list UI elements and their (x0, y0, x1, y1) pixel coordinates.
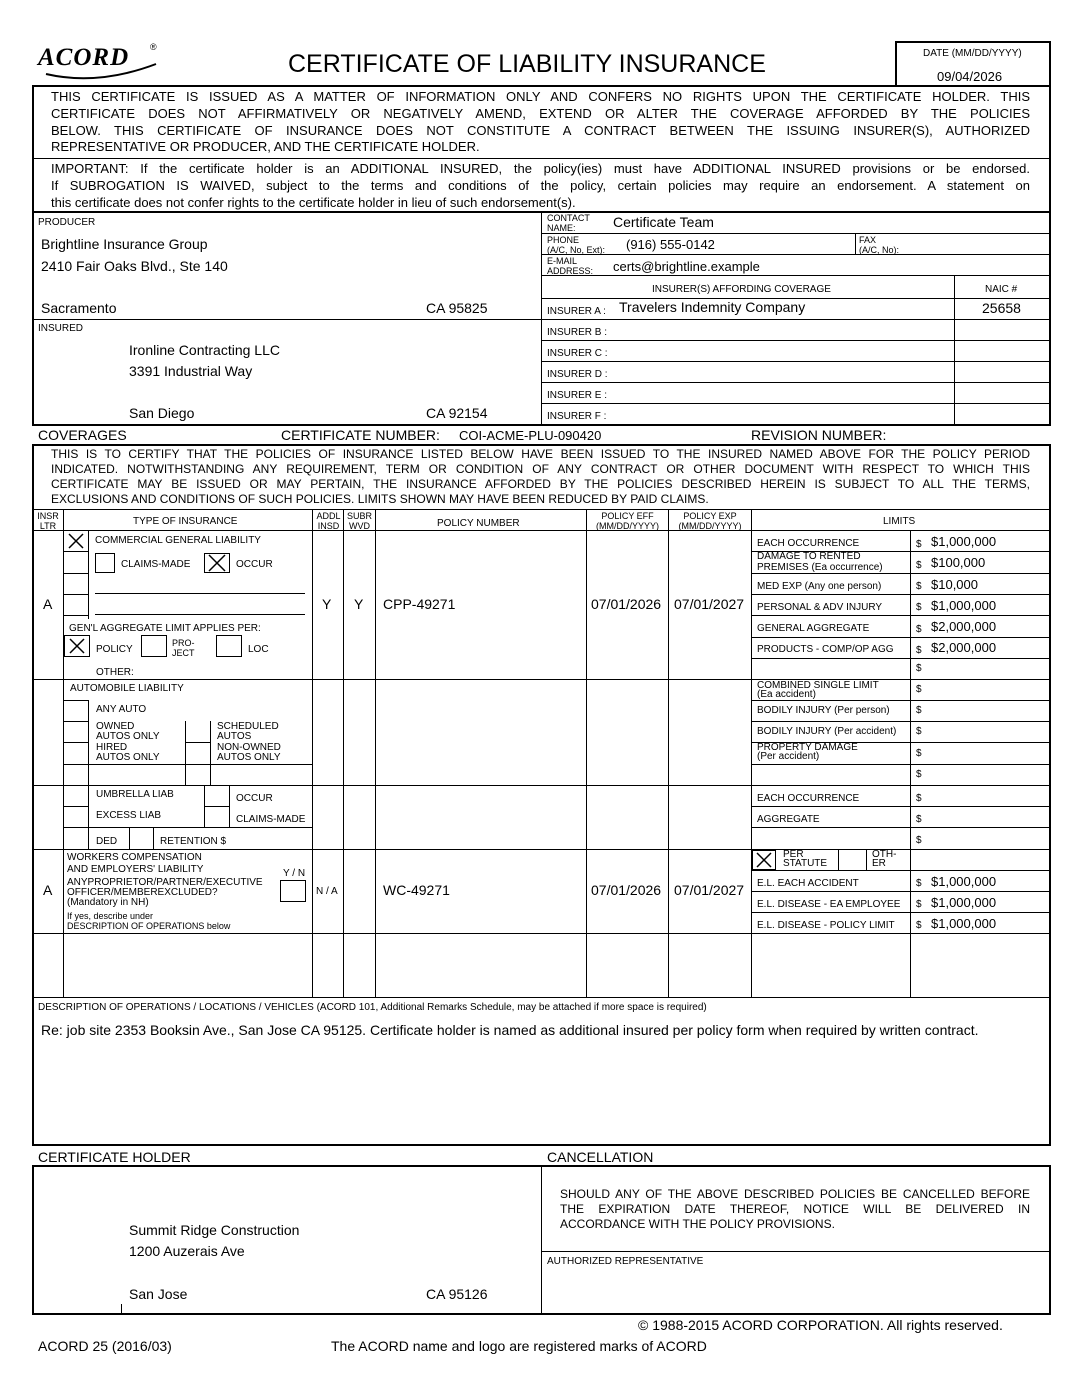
notice-line-3: BELOW. THIS CERTIFICATE OF INSURANCE DOES NOT CONSTITUTE A CONTRACT BETWEEN THE ISSUING INSURER(S), AUTHORIZED (51, 123, 1030, 138)
insured-label: INSURED (38, 323, 84, 334)
registered-mark-icon: ® (150, 42, 157, 52)
logo-swoosh-icon (38, 42, 163, 82)
gl-limit-label-med-exp: MED EXP (Any one person) (757, 581, 882, 592)
revision-number-label: REVISION NUMBER: (751, 427, 887, 443)
wc-limit-ea-employee: E.L. DISEASE - EA EMPLOYEE (757, 899, 901, 910)
insurer-a-label: INSURER A : (547, 306, 606, 317)
wc-limit-value-policy-limit: $1,000,000 (931, 916, 997, 931)
auto-limit-property: PROPERTY DAMAGE (Per accident) (757, 742, 858, 762)
auto-dollar-1: $ (916, 684, 922, 695)
gl-limit-value-med-exp: $10,000 (931, 577, 978, 592)
owned-autos-label: OWNED AUTOS ONLY (96, 721, 160, 742)
umb-dollar-2: $ (916, 814, 922, 825)
agg-other-label: OTHER: (96, 667, 134, 678)
wc-yn-label: Y / N (283, 868, 306, 879)
per-statute-check-icon (755, 851, 773, 869)
naic-label: NAIC # (985, 284, 1018, 295)
gl-policy-number: CPP-49271 (383, 596, 456, 612)
date-box (895, 41, 1051, 87)
cert-number-label: CERTIFICATE NUMBER: (281, 427, 440, 443)
logo-text: ACORD (38, 44, 130, 71)
email-value: certs@brightline.example (613, 259, 760, 274)
insurer-c-label: INSURER C : (547, 348, 608, 359)
insured-name: Ironline Contracting LLC (129, 342, 280, 358)
auto-dollar-2: $ (916, 705, 922, 716)
important-line-2: If SUBROGATION IS WAIVED, subject to the terms and conditions of the policy, certain policies may require an endorsement. A statement on (51, 178, 1030, 193)
certify-line-4: EXCLUSIONS AND CONDITIONS OF SUCH POLICIES. LIMITS SHOWN MAY HAVE BEEN REDUCED BY PAID CLAIMS. (51, 492, 709, 506)
notice-line-1: THIS CERTIFICATE IS ISSUED AS A MATTER OF INFORMATION ONLY AND CONFERS NO RIGHTS UPON THE CERTIFICATE HOLDER. THIS (51, 89, 1030, 104)
cancellation-line-2: THE EXPIRATION DATE THEREOF, NOTICE WILL BE DELIVERED IN (560, 1202, 1030, 1216)
auto-limit-bi-accident: BODILY INJURY (Per accident) (757, 726, 897, 737)
phone-value: (916) 555-0142 (626, 237, 715, 252)
date-value: 09/04/2026 (937, 69, 1003, 84)
type-header: TYPE OF INSURANCE (133, 516, 238, 527)
subr-header: SUBR WVD (346, 511, 372, 531)
gl-limit-value-general-aggregate: $2,000,000 (931, 619, 997, 634)
contact-label: CONTACT NAME: (547, 213, 590, 233)
certificate-holder-label: CERTIFICATE HOLDER (38, 1149, 191, 1165)
insurer-f-label: INSURER F : (547, 411, 607, 422)
coverages-label: COVERAGES (38, 427, 127, 443)
excess-label: EXCESS LIAB (96, 810, 162, 821)
wc-insr-ltr: A (43, 882, 53, 898)
insurer-e-label: INSURER E : (547, 390, 608, 401)
notice-line-4: REPRESENTATIVE OR PRODUCER, AND THE CERTIFICATE HOLDER. (51, 139, 480, 154)
occur-check-icon (207, 553, 227, 573)
holder-city: San Jose (129, 1286, 188, 1302)
gl-limit-label-personal-adv: PERSONAL & ADV INJURY (757, 602, 883, 613)
gl-limit-value-each-occurrence: $1,000,000 (931, 534, 997, 549)
gl-limit-value-damage-rented: $100,000 (931, 555, 986, 570)
description-label: DESCRIPTION OF OPERATIONS / LOCATIONS / VEHICLES (ACORD 101, Additional Remarks Schedule, may be attached if more space is required) (38, 1002, 707, 1013)
certify-line-2: INDICATED. NOTWITHSTANDING ANY REQUIREMENT, TERM OR CONDITION OF ANY CONTRACT OR OTHER DOCUMENT WITH RESPECT TO WHICH THIS (51, 462, 1030, 476)
occur-label: OCCUR (236, 559, 273, 570)
gl-title: COMMERCIAL GENERAL LIABILITY (95, 535, 261, 546)
auto-limit-bi-person: BODILY INJURY (Per person) (757, 705, 890, 716)
claims-made-checkbox[interactable] (95, 553, 115, 573)
any-auto-label: ANY AUTO (96, 704, 147, 715)
insurer-b-label: INSURER B : (547, 327, 608, 338)
policy-number-header: POLICY NUMBER (437, 518, 520, 529)
producer-city: Sacramento (41, 300, 117, 316)
wc-dollar-1: $ (916, 878, 922, 889)
contact-name: Certificate Team (613, 214, 714, 230)
gl-check-icon (67, 532, 85, 550)
wc-addl-na: N / A (316, 886, 338, 897)
per-statute-label: PER STATUTE (783, 849, 828, 869)
copyright: © 1988-2015 ACORD CORPORATION. All rights reserved. (638, 1317, 1003, 1333)
wc-policy-exp: 07/01/2027 (674, 882, 745, 898)
insurers-header: INSURER(S) AFFORDING COVERAGE (652, 284, 831, 295)
auto-dollar-4: $ (916, 748, 922, 759)
wc-policy-eff: 07/01/2026 (591, 882, 662, 898)
retention-label: RETENTION $ (160, 836, 227, 847)
gl-policy-exp: 07/01/2027 (674, 596, 745, 612)
agg-loc-label: LOC (248, 644, 269, 655)
producer-state-zip: CA 95825 (426, 300, 488, 316)
wc-title: WORKERS COMPENSATION AND EMPLOYERS' LIABILITY (67, 852, 204, 875)
wc-limit-policy-limit: E.L. DISEASE - POLICY LIMIT (757, 920, 895, 931)
umb-dollar-3: $ (916, 835, 922, 846)
wc-dollar-3: $ (916, 920, 922, 931)
gl-dollar-1: $ (916, 539, 922, 550)
important-line-1: IMPORTANT: If the certificate holder is an ADDITIONAL INSURED, the policy(ies) must have ADDITIONAL INSURED provisions or be endorsed. (51, 161, 1030, 176)
umb-claims-made-label: CLAIMS-MADE (236, 814, 306, 825)
notice-line-2: CERTIFICATE DOES NOT AFFIRMATIVELY OR NEGATIVELY AMEND, EXTEND OR ALTER THE COVERAGE AFFORDED BY THE POLICIES (51, 106, 1030, 121)
gl-addl-insd: Y (322, 596, 332, 612)
scheduled-autos-label: SCHEDULED AUTOS (217, 721, 279, 742)
acord-logo (38, 42, 163, 82)
nonowned-autos-label: NON-OWNED AUTOS ONLY (217, 742, 281, 763)
holder-state-zip: CA 95126 (426, 1286, 488, 1302)
gl-subr-wvd: Y (354, 596, 364, 612)
agg-project-checkbox[interactable] (141, 635, 167, 657)
aggregate-applies-label: GEN'L AGGREGATE LIMIT APPLIES PER: (69, 623, 261, 634)
insr-ltr-header: INSR LTR (37, 511, 59, 531)
important-line-3: this certificate does not confer rights to the certificate holder in lieu of such endorsement(s). (51, 195, 576, 210)
policy-eff-header: POLICY EFF (MM/DD/YYYY) (596, 511, 659, 531)
addl-header: ADDL INSD (316, 511, 341, 531)
umbrella-label: UMBRELLA LIAB (96, 789, 174, 800)
producer-name: Brightline Insurance Group (41, 236, 208, 252)
agg-policy-check-icon (68, 637, 86, 655)
email-label: E-MAIL ADDRESS: (547, 256, 594, 276)
insurer-a-name: Travelers Indemnity Company (619, 299, 806, 315)
insured-state-zip: CA 92154 (426, 405, 488, 421)
cancellation-label: CANCELLATION (547, 1149, 654, 1165)
wc-describe-note: If yes, describe under DESCRIPTION OF OPERATIONS below (67, 911, 231, 931)
phone-label: PHONE (A/C, No, Ext): (547, 235, 606, 255)
gl-limit-label-general-aggregate: GENERAL AGGREGATE (757, 623, 870, 634)
wc-limit-value-ea-employee: $1,000,000 (931, 895, 997, 910)
umb-occur-label: OCCUR (236, 793, 273, 804)
gl-limit-label-products: PRODUCTS - COMP/OP AGG (757, 644, 894, 655)
producer-label: PRODUCER (38, 217, 96, 228)
umb-dollar-1: $ (916, 793, 922, 804)
wc-limit-value-each-accident: $1,000,000 (931, 874, 997, 889)
limits-header: LIMITS (883, 516, 916, 527)
description-text: Re: job site 2353 Booksin Ave., San Jose CA 95125. Certificate holder is named as additional insured per policy form when required by written contract. (41, 1022, 979, 1038)
wc-question: ANYPROPRIETOR/PARTNER/EXECUTIVE OFFICER/MEMBEREXCLUDED? (Mandatory in NH) (67, 877, 263, 908)
form-number: ACORD 25 (2016/03) (38, 1338, 172, 1354)
cancellation-line-1: SHOULD ANY OF THE ABOVE DESCRIBED POLICIES BE CANCELLED BEFORE (560, 1187, 1030, 1201)
authorized-rep-label: AUTHORIZED REPRESENTATIVE (547, 1256, 704, 1267)
auto-limit-combined: COMBINED SINGLE LIMIT (Ea accident) (757, 680, 879, 700)
page-title: CERTIFICATE OF LIABILITY INSURANCE (288, 50, 766, 78)
cert-number-value: COI-ACME-PLU-090420 (459, 428, 602, 443)
agg-project-label: PRO- JECT (172, 638, 195, 658)
claims-made-label: CLAIMS-MADE (121, 559, 191, 570)
date-label: DATE (MM/DD/YYYY) (923, 48, 1022, 59)
gl-dollar-6: $ (916, 645, 922, 656)
holder-address: 1200 Auzerais Ave (129, 1243, 245, 1259)
gl-limit-value-products: $2,000,000 (931, 640, 997, 655)
auto-title: AUTOMOBILE LIABILITY (70, 683, 184, 694)
wc-dollar-2: $ (916, 899, 922, 910)
other-er-label: OTH- ER (872, 849, 897, 869)
holder-name: Summit Ridge Construction (129, 1222, 300, 1238)
auto-dollar-3: $ (916, 726, 922, 737)
cancellation-line-3: ACCORDANCE WITH THE POLICY PROVISIONS. (560, 1217, 835, 1231)
trademark-notice: The ACORD name and logo are registered marks of ACORD (331, 1338, 707, 1354)
wc-excluded-checkbox[interactable] (280, 880, 306, 902)
gl-dollar-7: $ (916, 663, 922, 674)
fax-label: FAX (A/C, No): (859, 235, 900, 255)
wc-policy-number: WC-49271 (383, 882, 450, 898)
gl-limit-value-personal-adv: $1,000,000 (931, 598, 997, 613)
ded-label: DED (96, 836, 118, 847)
wc-limit-each-accident: E.L. EACH ACCIDENT (757, 878, 859, 889)
gl-policy-eff: 07/01/2026 (591, 596, 662, 612)
insured-city: San Diego (129, 405, 195, 421)
insurer-a-naic: 25658 (982, 300, 1021, 316)
umb-limit-aggregate: AGGREGATE (757, 814, 820, 825)
auto-dollar-5: $ (916, 769, 922, 780)
producer-address: 2410 Fair Oaks Blvd., Ste 140 (41, 258, 228, 274)
gl-dollar-3: $ (916, 581, 922, 592)
certify-line-1: THIS IS TO CERTIFY THAT THE POLICIES OF INSURANCE LISTED BELOW HAVE BEEN ISSUED TO THE INSURED NAMED ABOVE FOR THE POLICY PERIOD (51, 447, 1030, 461)
agg-loc-checkbox[interactable] (216, 635, 242, 657)
insurer-d-label: INSURER D : (547, 369, 608, 380)
gl-insr-ltr: A (43, 596, 53, 612)
hired-autos-label: HIRED AUTOS ONLY (96, 742, 160, 763)
gl-limit-label-each-occurrence: EACH OCCURRENCE (757, 538, 860, 549)
gl-dollar-4: $ (916, 602, 922, 613)
insured-address: 3391 Industrial Way (129, 363, 253, 379)
gl-limit-label-damage-rented: DAMAGE TO RENTED PREMISES (Ea occurrence) (757, 551, 883, 573)
policy-exp-header: POLICY EXP (MM/DD/YYYY) (678, 511, 742, 531)
agg-policy-label: POLICY (96, 644, 133, 655)
umb-limit-each-occurrence: EACH OCCURRENCE (757, 793, 860, 804)
certify-line-3: CERTIFICATE MAY BE ISSUED OR MAY PERTAIN, THE INSURANCE AFFORDED BY THE POLICIES DESCRIBED HEREIN IS SUBJECT TO ALL THE TERMS, (51, 477, 1030, 491)
gl-dollar-5: $ (916, 624, 922, 635)
gl-dollar-2: $ (916, 560, 922, 571)
